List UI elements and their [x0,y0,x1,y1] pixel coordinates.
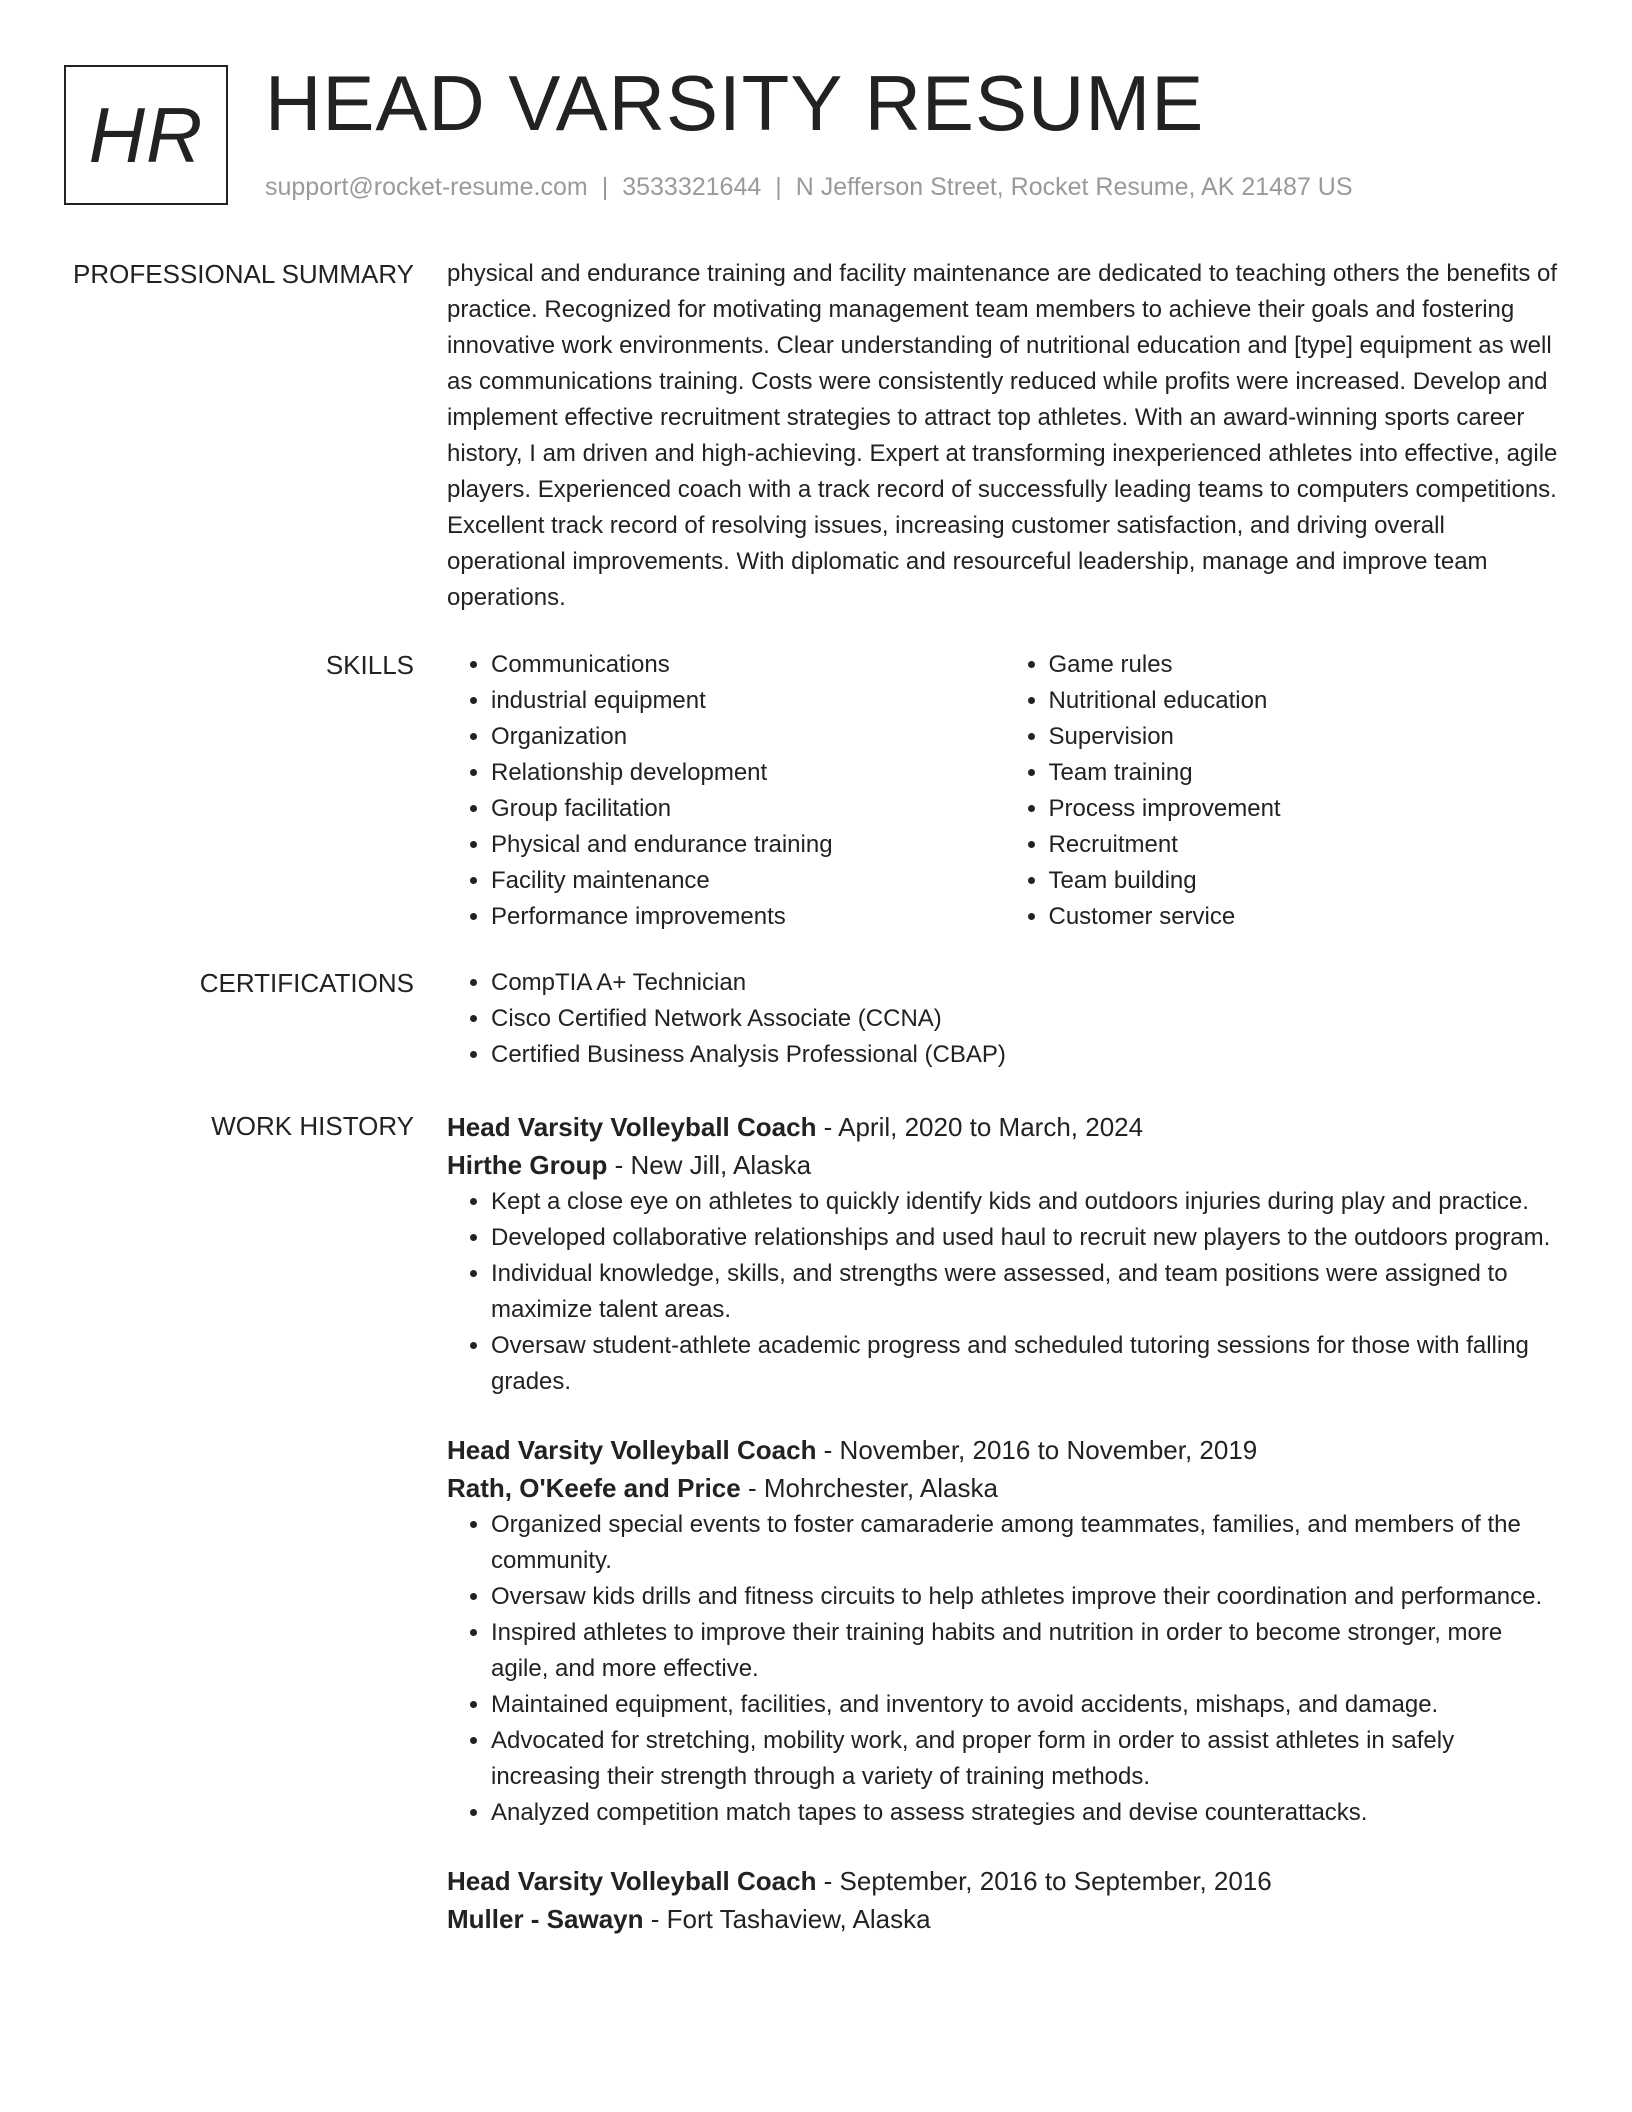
company-line [447,1469,1562,1507]
skill-item: • Recruitment [1049,827,1563,863]
resume-name: HEAD VARSITY RESUME [265,59,1205,147]
company-location: - Mohrchester, Alaska [740,1473,998,1503]
certifications-body [447,965,1562,1073]
skills-list-left [447,647,1005,935]
job-bullet: • Organized special events to foster camaraderie among teammates, families, and members of the community. [491,1507,1562,1579]
skill-item: • Process improvement [1049,791,1563,827]
separator: | [775,173,782,201]
job-bullets [447,1507,1562,1831]
job-dates: - November, 2016 to November, 2019 [816,1435,1258,1465]
section-title-work-history: WORK HISTORY [211,1111,414,1141]
job-title-line [447,1431,1562,1469]
job-bullet: • Advocated for stretching, mobility work, and proper form in order to assist athletes in safely increasing their strength through a variety of training methods. [491,1723,1562,1795]
work-history-body [447,1108,1562,1938]
summary-body [447,256,1562,616]
skill-item: • Team building [1049,863,1563,899]
resume-header [64,59,1592,211]
job-bullet: • Developed collaborative relationships and used haul to recruit new players to the outdoors program. [491,1220,1562,1256]
job-dates: - September, 2016 to September, 2016 [816,1866,1272,1896]
phone[interactable]: 3533321644 [622,173,762,201]
section-title-summary: PROFESSIONAL SUMMARY [73,259,414,289]
skill-item: • Facility maintenance [491,863,1005,899]
job-bullet: • Maintained equipment, facilities, and inventory to avoid accidents, mishaps, and damage. [491,1687,1562,1723]
company-location: - Fort Tashaview, Alaska [643,1904,931,1934]
section-title-skills: SKILLS [325,650,414,680]
section-title-certifications: CERTIFICATIONS [199,968,414,998]
company-name: Muller - Sawayn [447,1904,644,1934]
job-title: Head Varsity Volleyball Coach [447,1866,817,1896]
job-bullet: • Oversaw student-athlete academic progress and scheduled tutoring sessions for those with falling grades. [491,1328,1562,1400]
job-dates: - April, 2020 to March, 2024 [816,1112,1144,1142]
email[interactable]: support@rocket-resume.com [265,173,588,201]
job-entry [447,1431,1562,1831]
certification-item: • CompTIA A+ Technician [491,965,1562,1001]
job-bullet: • Inspired athletes to improve their training habits and nutrition in order to become stronger, more agile, and more effective. [491,1615,1562,1687]
skill-item: • Physical and endurance training [491,827,1005,863]
skill-item: • Communications [491,647,1005,683]
job-title-line [447,1862,1562,1900]
skill-item: • Organization [491,719,1005,755]
job-bullets [447,1184,1562,1400]
job-bullet: • Oversaw kids drills and fitness circuits to help athletes improve their coordination and performance. [491,1579,1562,1615]
skill-item: • Game rules [1049,647,1563,683]
initials-monogram: HR [64,65,228,205]
company-name: Hirthe Group [447,1150,608,1180]
job-title-line [447,1108,1562,1146]
skill-item: • Customer service [1049,899,1563,935]
company-line [447,1900,1562,1938]
skill-item: • Performance improvements [491,899,1005,935]
skill-item: • Nutritional education [1049,683,1563,719]
skills-list-right [1005,647,1563,935]
skill-item: • Relationship development [491,755,1005,791]
summary-text: physical and endurance training and facility maintenance are dedicated to teaching others the benefits of practice. Recognized for motivating management team members to achieve their goals and fostering innovative work environments. Clear understanding of nutritional education and [type] equipment as well as communications training. Costs were consistently reduced while profits were increased. Develop and implement effective recruitment strategies to attract top athletes. With an award-winning sports career history, I am driven and high-achieving. Expert at transforming inexperienced athletes into effective, agile players. Experienced coach with a track record of successfully leading teams to computers competitions. Excellent track record of resolving issues, increasing customer satisfaction, and driving overall operational improvements. With diplomatic and resourceful leadership, manage and improve team operations. [447,260,1558,611]
separator: | [601,173,609,201]
company-location: - New Jill, Alaska [607,1150,812,1180]
certification-item: • Certified Business Analysis Professional (CBAP) [491,1037,1562,1073]
skill-item: • Group facilitation [491,791,1005,827]
skills-body [447,647,1562,935]
company-line [447,1146,1562,1184]
skill-item: • industrial equipment [491,683,1005,719]
job-entry [447,1862,1562,1938]
company-name: Rath, O'Keefe and Price [447,1473,741,1503]
job-bullet: • Kept a close eye on athletes to quickly identify kids and outdoors injuries during play and practice. [491,1184,1562,1220]
job-title: Head Varsity Volleyball Coach [447,1435,817,1465]
certifications-list [447,965,1562,1073]
skill-item: • Team training [1049,755,1563,791]
certification-item: • Cisco Certified Network Associate (CCNA) [491,1001,1562,1037]
job-bullet: • Analyzed competition match tapes to assess strategies and devise counterattacks. [491,1795,1562,1831]
address: N Jefferson Street, Rocket Resume, AK 21487 US [795,173,1353,201]
job-entry [447,1108,1562,1400]
skill-item: • Supervision [1049,719,1563,755]
job-title: Head Varsity Volleyball Coach [447,1112,817,1142]
contact-line [265,173,1353,202]
job-bullet: • Individual knowledge, skills, and strengths were assessed, and team positions were assigned to maximize talent areas. [491,1256,1562,1328]
